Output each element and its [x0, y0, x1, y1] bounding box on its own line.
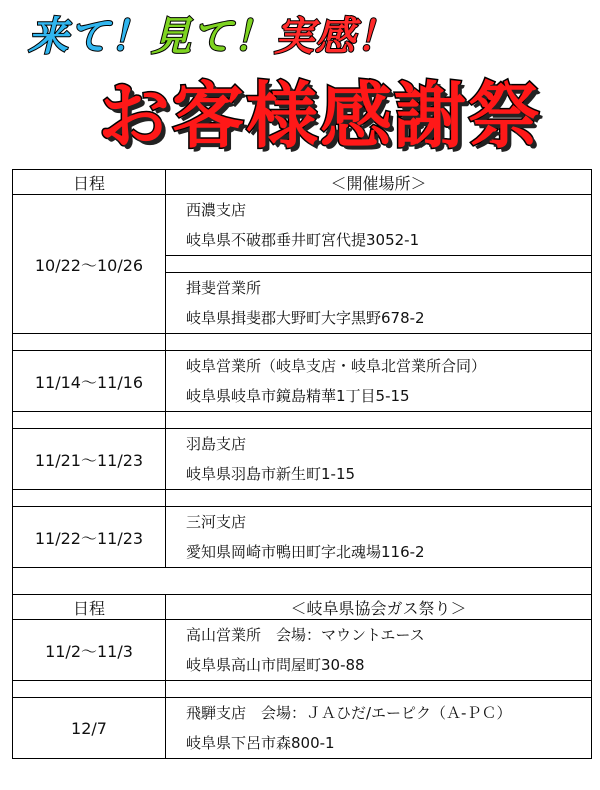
venue-address: 岐阜県岐阜市鏡島精華1丁目5-15	[186, 387, 410, 405]
spacer-cell	[166, 490, 592, 507]
venue-name: 高山営業所 会場：マウントエース	[186, 626, 425, 644]
date-cell: 11/21～11/23	[13, 429, 166, 490]
schedule-table	[12, 169, 592, 759]
venue-name: 西濃支店	[186, 201, 247, 219]
venue-cell	[166, 620, 592, 681]
venue-cell	[166, 195, 592, 256]
spacer-cell	[166, 256, 592, 273]
spacer-cell	[166, 681, 592, 698]
spacer-row	[13, 334, 592, 351]
spacer-cell	[166, 412, 592, 429]
table-header-row	[13, 170, 592, 195]
venue-name: 羽島支店	[186, 435, 247, 453]
venue-address: 岐阜県高山市問屋町30-88	[186, 656, 365, 674]
venue-name: 揖斐営業所	[186, 279, 262, 297]
spacer-cell	[13, 490, 166, 507]
venue-cell	[166, 351, 592, 412]
venue-cell	[166, 698, 592, 759]
date-cell: 10/22～10/26	[13, 195, 166, 334]
header-date: 日程	[13, 170, 166, 195]
spacer-cell	[166, 334, 592, 351]
table-row	[13, 507, 592, 568]
spacer-row	[13, 490, 592, 507]
catchphrase-see: 見て！	[151, 14, 274, 60]
table-row	[13, 351, 592, 412]
date-cell: 11/14～11/16	[13, 351, 166, 412]
venue-name: 飛騨支店 会場：ＪＡひだ/エーピク（Ａ-ＰＣ）	[186, 704, 512, 722]
spacer-cell	[13, 412, 166, 429]
venue-address: 岐阜県羽島市新生町1-15	[186, 465, 356, 483]
catchphrase-come: 来て！	[28, 14, 151, 60]
separator-cell	[13, 568, 592, 595]
page-title: お客様感謝祭	[97, 74, 542, 158]
venue-cell	[166, 429, 592, 490]
table-row	[13, 429, 592, 490]
table-row	[13, 620, 592, 681]
venue-cell	[166, 507, 592, 568]
table-header-row	[13, 595, 592, 620]
table-row	[13, 698, 592, 759]
header-date: 日程	[13, 595, 166, 620]
date-cell: 12/7	[13, 698, 166, 759]
table-row	[13, 195, 592, 256]
venue-address: 岐阜県不破郡垂井町宮代提3052-1	[186, 231, 420, 249]
venue-name: 三河支店	[186, 513, 247, 531]
venue-cell	[166, 273, 592, 334]
venue-name: 岐阜営業所（岐阜支店・岐阜北営業所合同）	[186, 357, 487, 375]
date-cell: 11/22～11/23	[13, 507, 166, 568]
venue-address: 愛知県岡崎市鴨田町字北魂場116-2	[186, 543, 425, 561]
spacer-row	[13, 681, 592, 698]
spacer-cell	[13, 334, 166, 351]
spacer-row	[13, 412, 592, 429]
spacer-cell	[13, 681, 166, 698]
section-separator-row	[13, 568, 592, 595]
header-venue: ＜岐阜県協会ガス祭り＞	[166, 595, 592, 620]
venue-address: 岐阜県揖斐郡大野町大字黒野678-2	[186, 309, 425, 327]
catchphrase-feel: 実感！	[274, 14, 397, 60]
date-cell: 11/2～11/3	[13, 620, 166, 681]
venue-address: 岐阜県下呂市森800-1	[186, 734, 335, 752]
catchphrase	[28, 6, 397, 62]
header-venue: ＜開催場所＞	[166, 170, 592, 195]
